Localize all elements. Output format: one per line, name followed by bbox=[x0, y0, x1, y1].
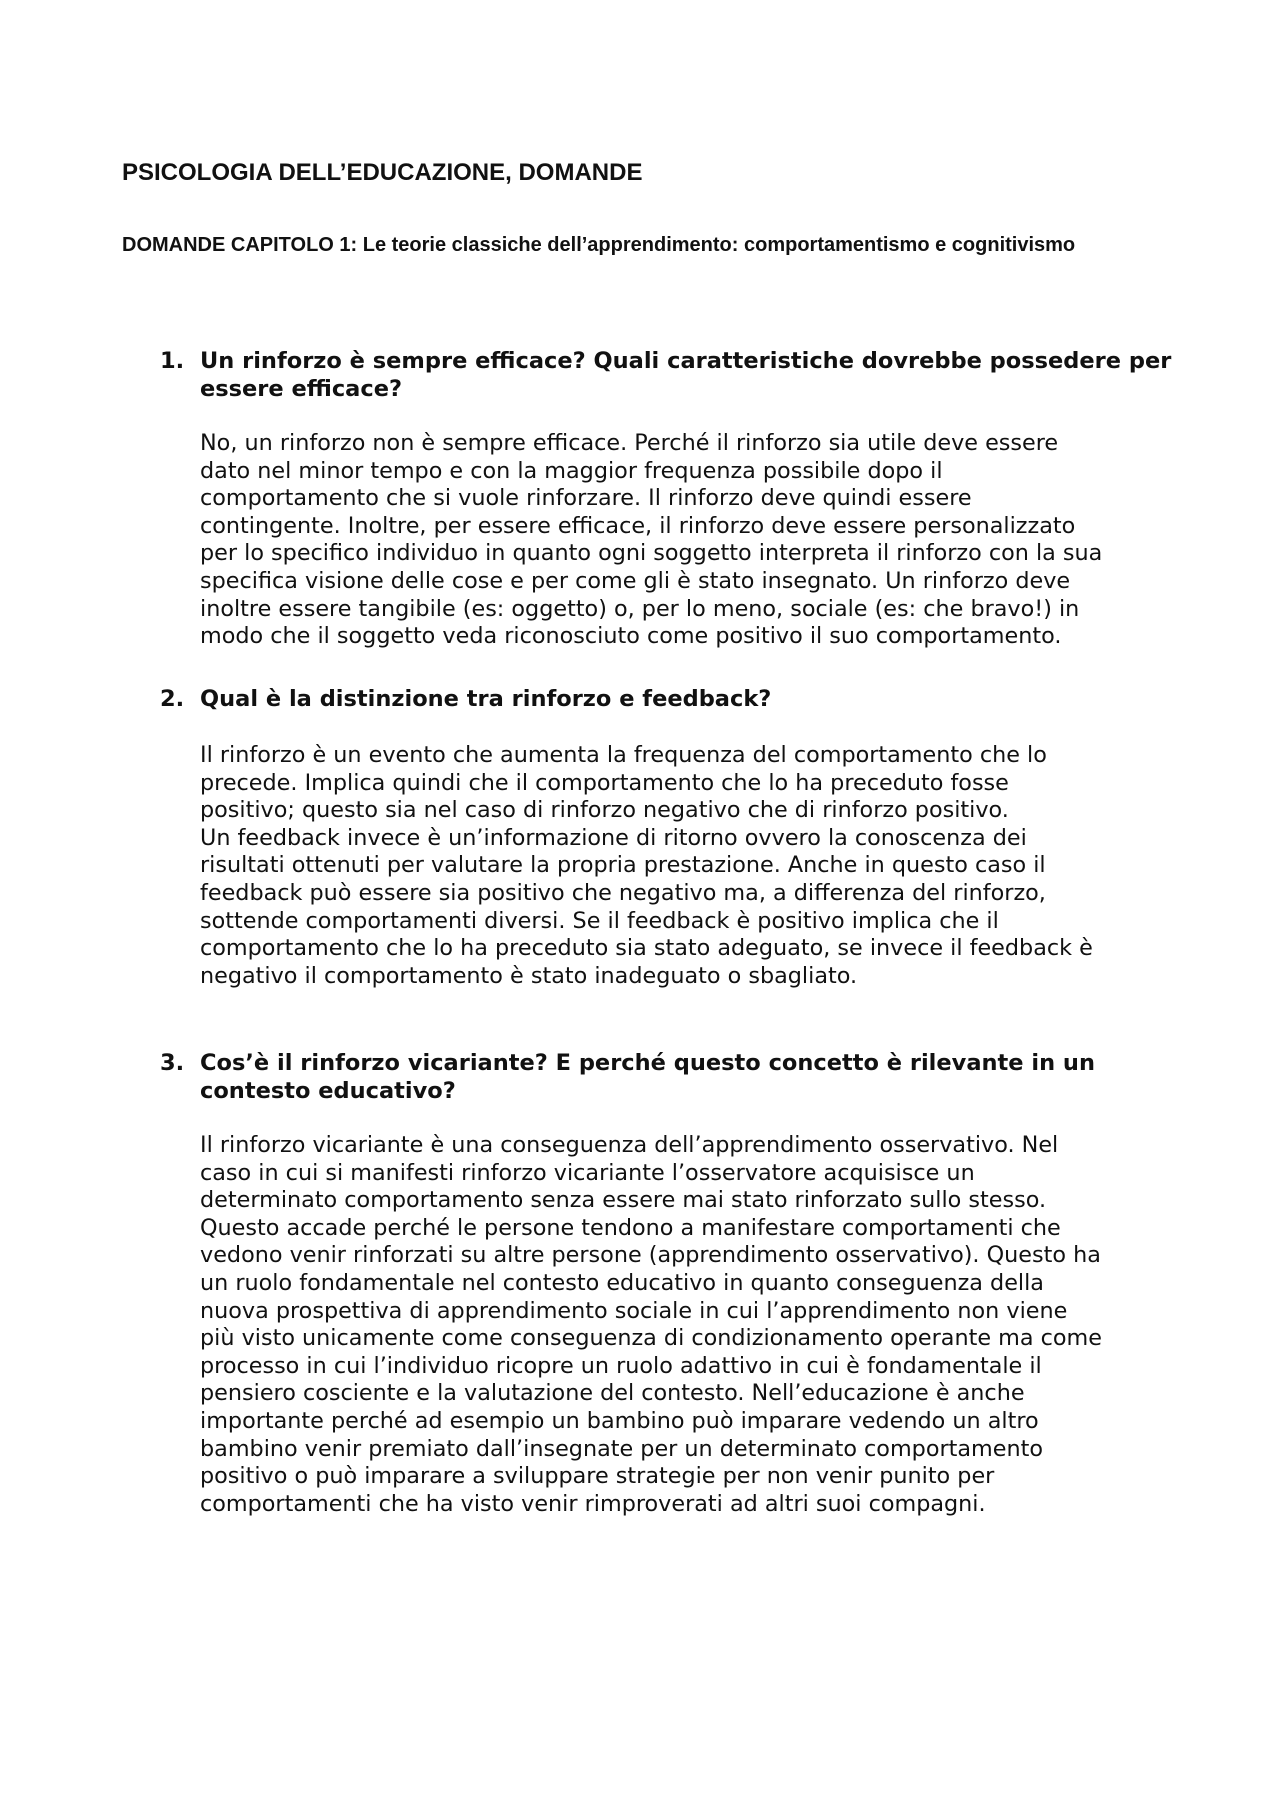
question-text: Un rinforzo è sempre efficace? Quali caratteristiche dovrebbe possedere per essere efficace? bbox=[200, 348, 1172, 402]
question-text: Cos’è il rinforzo vicariante? E perché questo concetto è rilevante in un contesto educativo? bbox=[200, 1050, 1095, 1104]
answer-text: Il rinforzo vicariante è una conseguenza dell’apprendimento osservativo. Nel caso in cui si manifesti rinforzo vicariante l’osservatore acquisisce un determinato comportamento senza essere mai stato rinforzato sullo stesso. Questo accade perché le persone tendono a manifestare comportamenti che vedono venir rinforzati su altre persone (apprendimento osservativo). Questo ha un ruolo fondamentale nel contesto educativo in quanto conseguenza della nuova prospettiva di apprendimento sociale in cui l’apprendimento non viene più visto unicamente come conseguenza di condizionamento operante ma come processo in cui l’individuo ricopre un ruolo adattivo in cui è fondamentale il pensiero cosciente e la valutazione del contesto. Nell’educazione è anche importante perché ad esempio un bambino può imparare vedendo un altro bambino venir premiato dall’insegnate per un determinato comportamento positivo o può imparare a sviluppare strategie per non venir punito per comportamenti che ha visto venir rimproverati ad altri suoi compagni. bbox=[200, 1132, 1102, 1517]
chapter-heading: DOMANDE CAPITOLO 1: Le teorie classiche dell’apprendimento: comportamentismo e cognitivismo bbox=[122, 234, 1076, 256]
question-number: 2. bbox=[160, 686, 185, 712]
answer-text: No, un rinforzo non è sempre efficace. Perché il rinforzo sia utile deve essere dato nel minor tempo e con la maggior frequenza possibile dopo il comportamento che si vuole rinforzare. Il rinforzo deve quindi essere contingente. Inoltre, per essere efficace, il rinforzo deve essere personalizzato per lo specifico individuo in quanto ogni soggetto interpreta il rinforzo con la sua specifica visione delle cose e per come gli è stato insegnato. Un rinforzo deve inoltre essere tangibile (es: oggetto) o, per lo meno, sociale (es: che bravo!) in modo che il soggetto veda riconosciuto come positivo il suo comportamento. bbox=[200, 430, 1103, 650]
question-text: Qual è la distinzione tra rinforzo e feedback? bbox=[200, 686, 772, 712]
question-number: 1. bbox=[160, 348, 185, 374]
answer-text: Il rinforzo è un evento che aumenta la frequenza del comportamento che lo precede. Implica quindi che il comportamento che lo ha preceduto fosse positivo; questo sia nel caso di rinforzo negativo che di rinforzo positivo. Un feedback invece è un’informazione di ritorno ovvero la conoscenza dei risultati ottenuti per valutare la propria prestazione. Anche in questo caso il feedback può essere sia positivo che negativo ma, a differenza del rinforzo, sottende comportamenti diversi. Se il feedback è positivo implica che il comportamento che lo ha preceduto sia stato adeguato, se invece il feedback è negativo il comportamento è stato inadeguato o sbagliato. bbox=[200, 742, 1093, 989]
document-title: PSICOLOGIA DELL’EDUCAZIONE, DOMANDE bbox=[122, 159, 643, 186]
question-number: 3. bbox=[160, 1050, 185, 1076]
